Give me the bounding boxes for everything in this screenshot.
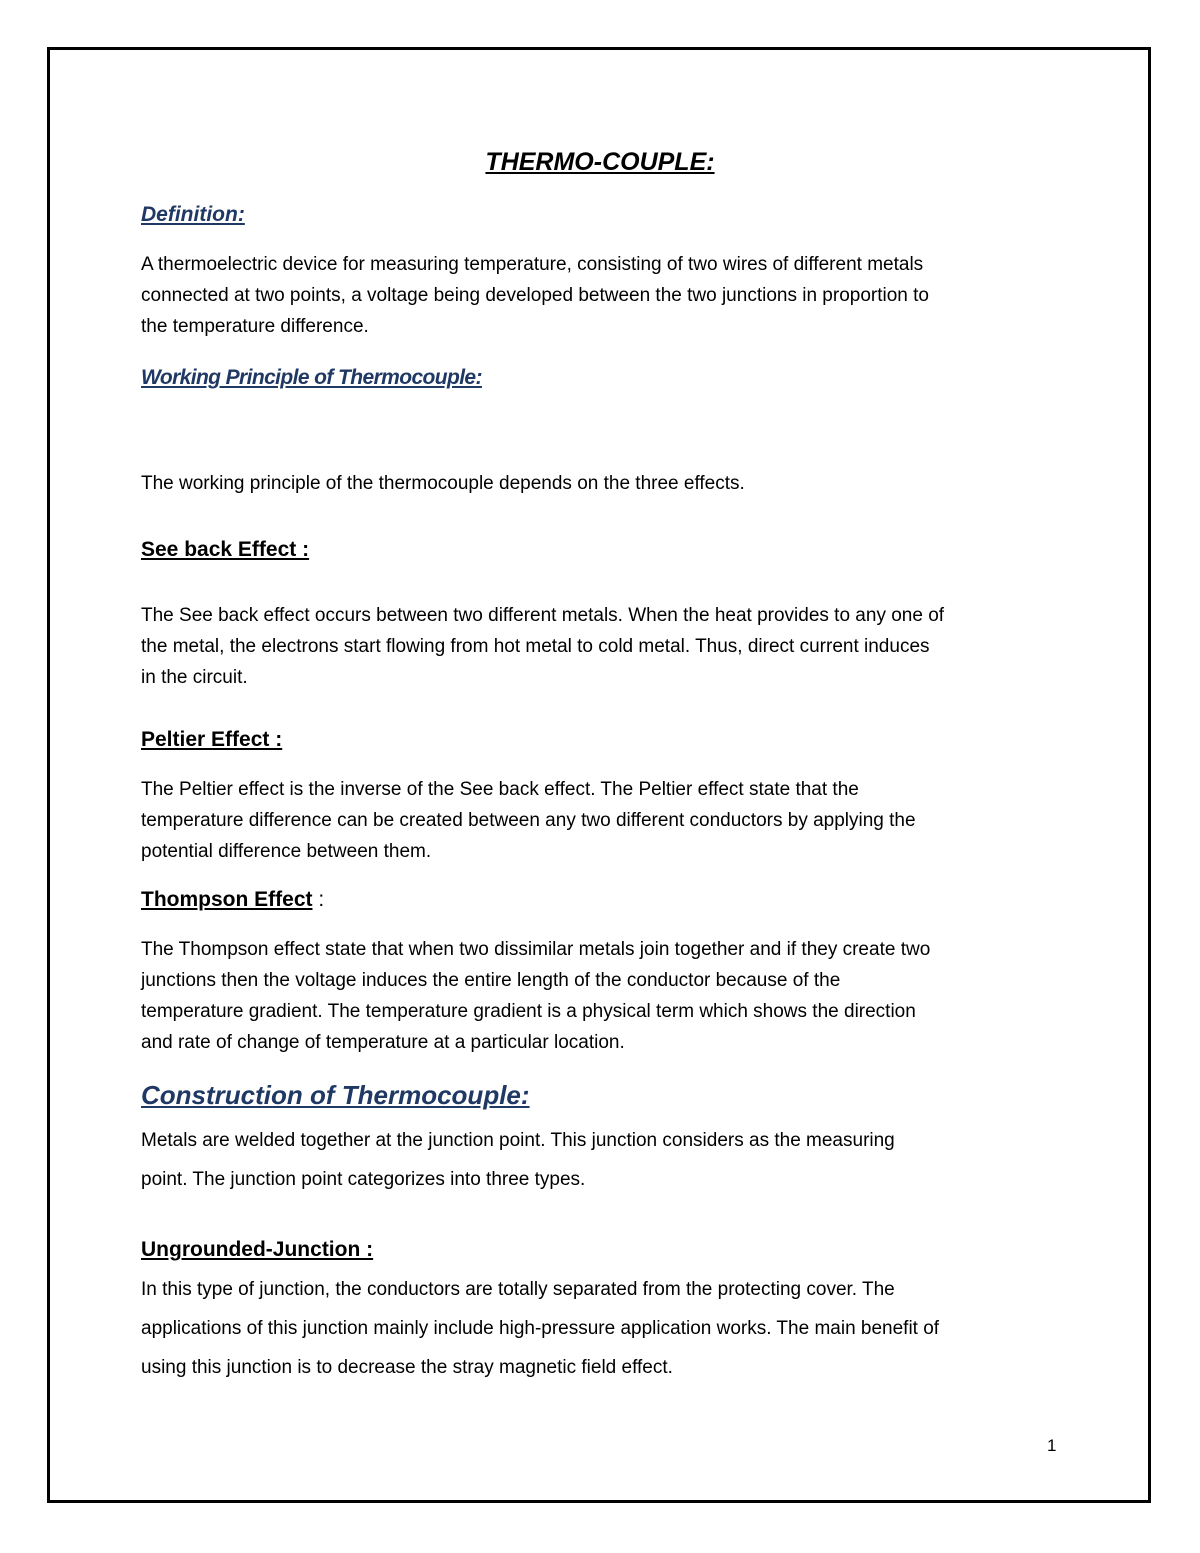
thompson-heading-row (141, 888, 324, 912)
seeback-heading: See back Effect : (141, 538, 310, 561)
ungrounded-line: applications of this junction mainly include high-pressure application works. The main benefit of (141, 1318, 940, 1339)
thompson-line: and rate of change of temperature at a particular location. (141, 1032, 625, 1053)
definition-line: A thermoelectric device for measuring temperature, consisting of two wires of different metals (141, 254, 924, 275)
thompson-heading: Thompson Effect (141, 888, 313, 911)
thompson-line: temperature gradient. The temperature gradient is a physical term which shows the direction (141, 1001, 916, 1022)
peltier-line: potential difference between them. (141, 841, 432, 862)
peltier-line: temperature difference can be created between any two different conductors by applying the (141, 810, 916, 831)
seeback-line: in the circuit. (141, 667, 248, 688)
working-principle-heading: Working Principle of Thermocouple: (141, 366, 482, 389)
construction-heading: Construction of Thermocouple: (141, 1080, 530, 1110)
document-title: THERMO-COUPLE: (485, 148, 715, 176)
seeback-line: the metal, the electrons start flowing from hot metal to cold metal. Thus, direct current induces (141, 636, 930, 657)
construction-line: point. The junction point categorizes into three types. (141, 1169, 586, 1190)
thompson-heading-colon: : (312, 888, 325, 911)
construction-paragraph (141, 1121, 895, 1199)
definition-line: the temperature difference. (141, 316, 369, 337)
ungrounded-junction-heading: Ungrounded-Junction : (141, 1238, 374, 1261)
ungrounded-line: using this junction is to decrease the stray magnetic field effect. (141, 1357, 673, 1378)
thompson-line: junctions then the voltage induces the entire length of the conductor because of the (141, 970, 841, 991)
ungrounded-junction-paragraph (141, 1270, 939, 1387)
page-number: 1 (1047, 1436, 1057, 1455)
peltier-heading: Peltier Effect : (141, 728, 283, 751)
peltier-line: The Peltier effect is the inverse of the See back effect. The Peltier effect state that the (141, 779, 859, 800)
ungrounded-line: In this type of junction, the conductors are totally separated from the protecting cover. The (141, 1279, 895, 1300)
seeback-line: The See back effect occurs between two different metals. When the heat provides to any one of (141, 605, 945, 626)
peltier-paragraph (141, 774, 916, 867)
thompson-line: The Thompson effect state that when two dissimilar metals join together and if they create two (141, 939, 931, 960)
seeback-paragraph (141, 600, 944, 693)
thompson-paragraph (141, 934, 930, 1058)
construction-line: Metals are welded together at the junction point. This junction considers as the measuring (141, 1130, 895, 1151)
definition-heading: Definition: (141, 203, 245, 226)
working-principle-text: The working principle of the thermocouple depends on the three effects. (141, 473, 745, 494)
definition-paragraph (141, 249, 929, 342)
definition-line: connected at two points, a voltage being developed between the two junctions in proportion to (141, 285, 929, 306)
